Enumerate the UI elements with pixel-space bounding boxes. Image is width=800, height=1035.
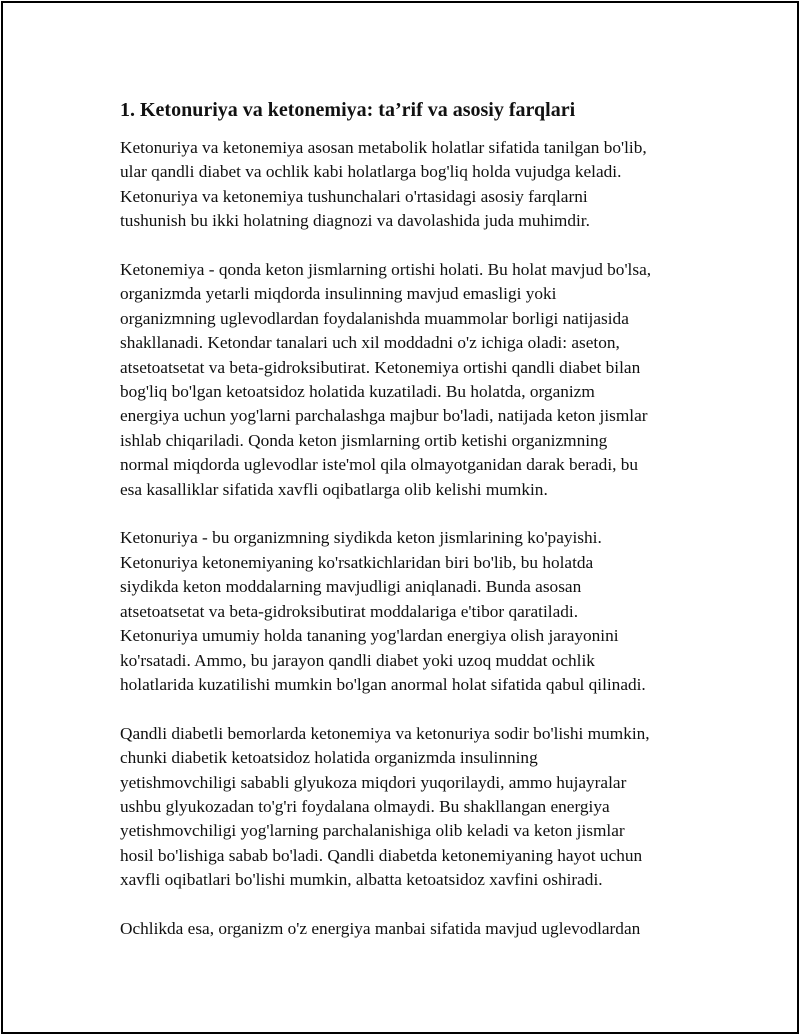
paragraph-starvation: Ochlikda esa, organizm o'z energiya manbai sifatida mavjud uglevodlardan (120, 918, 641, 938)
paragraph-diabetes: Qandli diabetli bemorlarda ketonemiya va ketonuriya sodir bo'lishi mumkin, chunki diabetik ketoatsidoz holatida organizmda insulinning yetishmovchiligi sababli glyukoza miqdori yuqorilaydi, ammo hujayralar ushbu glyukozadan to'g'ri foydalana olmaydi. Bu shakllangan energiya yetishmovchiligi yog'larning parchalanishiga olib keladi va keton jismlar hosil bo'lishiga sabab bo'ladi. Qandli diabetda ketonemiyaning hayot uchun xavfli oqibatlari bo'lishi mumkin, albatta ketoatsidoz xavfini oshiradi. (120, 723, 650, 890)
paragraph-ketonuriya: Ketonuriya - bu organizmning siydikda keton jismlarining ko'payishi. Ketonuriya ketonemiyaning ko'rsatkichlaridan biri bo'lib, bu holatda siydikda keton moddalarning mavjudligi aniqlanadi. Bunda asosan atsetoatsetat va beta-gidroksibutirat moddalariga e'tibor qaratiladi. Ketonuriya umumiy holda tananing yog'lardan energiya olish jarayonini ko'rsatadi. Ammo, bu jarayon qandli diabet yoki uzoq muddat ochlik holatlarida kuzatilishi mumkin bo'lgan anormal holat sifatida qabul qilinadi. (120, 528, 646, 694)
paragraph-ketonemiya: Ketonemiya - qonda keton jismlarning ortishi holati. Bu holat mavjud bo'lsa, organizmda yetarli miqdorda insulinning mavjud emasligi yoki organizmning uglevodlardan foydalanishda muammolar borligi natijasida shakllanadi. Ketondar tanalari uch xil moddadni o'z ichiga oladi: aseton, atsetoatsetat va beta-gidroksibutirat. Ketonemiya ortishi qandli diabet bilan bog'liq bo'lgan ketoatsidoz holatida kuzatiladi. Bu holatda, organizm energiya uchun yog'larni parchalashga majbur bo'ladi, natijada keton jismlar ishlab chiqariladi. Qonda keton jismlarning ortib ketishi organizmning normal miqdorda uglevodlar iste'mol qila olmayotganidan darak beradi, bu esa kasalliklar sifatida xavfli oqibatlarga olib kelishi mumkin. (120, 260, 652, 499)
paragraph-intro: Ketonuriya va ketonemiya asosan metabolik holatlar sifatida tanilgan bo'lib, ular qandli diabet va ochlik kabi holatlarga bog'liq holda vujudga keladi. Ketonuriya va ketonemiya tushunchalari o'rtasidagi asosiy farqlarni tushunish bu ikki holatning diagnozi va davolashida juda muhimdir. (120, 138, 647, 231)
page-frame (1, 1, 799, 1034)
section-heading: 1. Ketonuriya va ketonemiya: ta’rif va asosiy farqlari (120, 99, 576, 121)
document-body (120, 97, 710, 966)
